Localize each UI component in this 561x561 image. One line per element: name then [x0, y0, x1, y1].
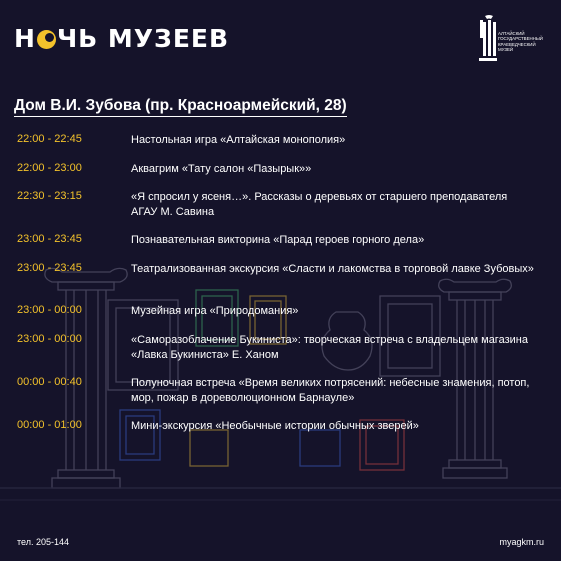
event-title: Музейная игра «Природомания» — [131, 305, 299, 317]
brand-wordmark — [14, 24, 229, 53]
event-time: 23:00 - 23:45 — [17, 233, 82, 245]
phone-number: тел. 205-144 — [17, 537, 70, 547]
event-time: 23:00 - 00:00 — [17, 333, 82, 345]
event-title: Аквагрим «Тату салон «Пазырык»» — [131, 163, 312, 175]
event-title: «Саморазоблачение Букиниста»: творческая встреча с владельцем магазина «Лавка Букиниста» Е. Ханом — [131, 334, 528, 361]
event-title: Познавательная викторина «Парад героев горного дела» — [131, 234, 425, 246]
museum-logo — [474, 14, 544, 66]
event-time: 23:00 - 00:00 — [17, 304, 82, 316]
page-title: Дом В.И. Зубова (пр. Красноармейский, 28) — [14, 97, 347, 117]
event-title: Настольная игра «Алтайская монополия» — [131, 134, 346, 146]
event-time: 00:00 - 01:00 — [17, 419, 82, 431]
event-title: «Я спросил у ясеня…». Рассказы о деревьях от старшего преподавателя АГАУ М. Савина — [131, 191, 508, 218]
event-title: Полуночная встреча «Время великих потрясений: небесные знамения, потоп, мор, пожар в дореволюционном Барнауле» — [131, 377, 530, 404]
event-title: Театрализованная экскурсия «Сласти и лакомства в торговой лавке Зубовых» — [131, 263, 534, 275]
museum-logo-text: АЛТАЙСКИЙ ГОСУДАРСТВЕННЫЙ КРАЕВЕДЧЕСКИЙ МУЗЕЙ — [498, 31, 543, 53]
crescent-moon-icon — [37, 30, 56, 49]
event-time: 22:30 - 23:15 — [17, 190, 82, 202]
event-time: 22:00 - 23:00 — [17, 162, 82, 174]
brand-text: ЧЬ МУЗЕЕВ — [56, 24, 230, 53]
event-time: 22:00 - 22:45 — [17, 133, 82, 145]
event-time: 00:00 - 00:40 — [17, 376, 82, 388]
event-time: 23:00 - 23:45 — [17, 262, 82, 274]
brand-letter: Н — [14, 24, 36, 53]
website-link[interactable]: myagkm.ru — [499, 537, 544, 547]
event-title: Мини-экскурсия «Необычные истории обычных зверей» — [131, 420, 419, 432]
